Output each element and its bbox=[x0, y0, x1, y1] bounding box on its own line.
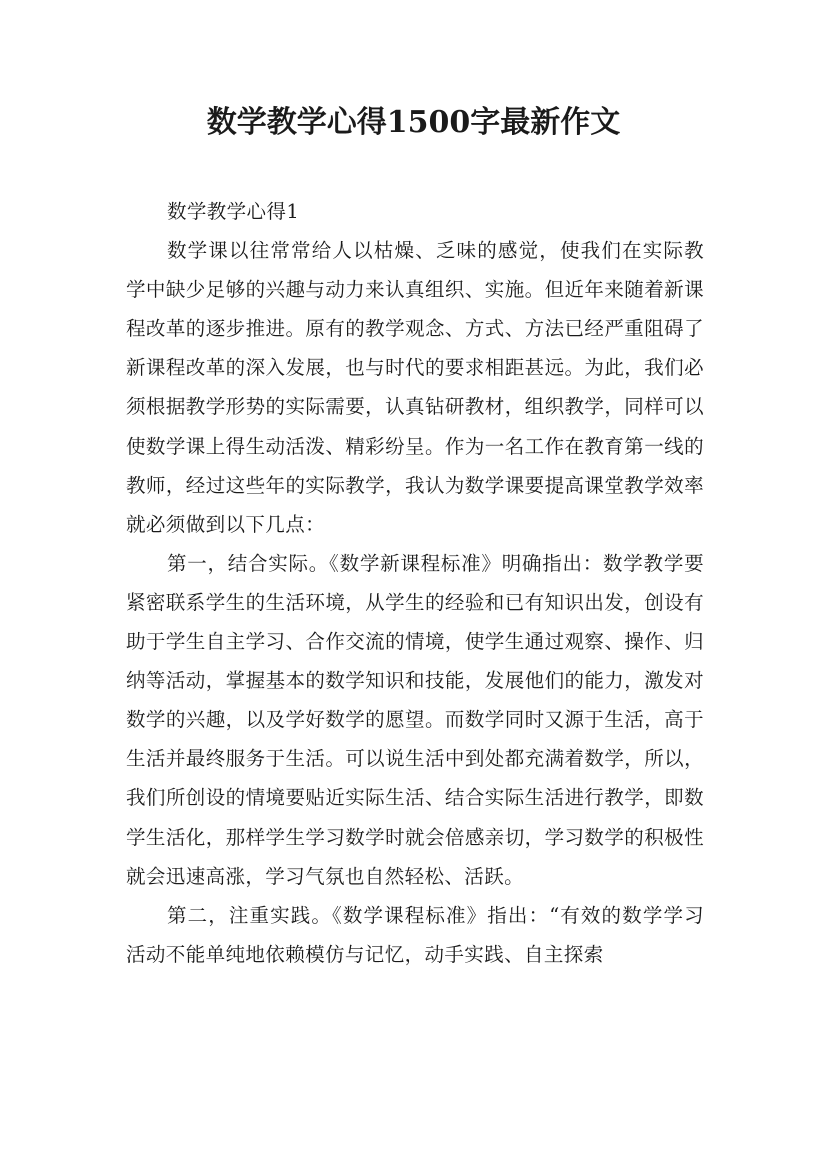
paragraph-point-two: 第二，注重实践。《数学课程标准》指出：“有效的数学学习活动不能单纯地依赖模仿与记忆，动手实践、自主探索 bbox=[126, 903, 704, 966]
paragraph-intro: 数学课以往常常给人以枯燥、乏味的感觉，使我们在实际教学中缺少足够的兴趣与动力来认真组织、实施。但近年来随着新课程改革的逐步推进。原有的教学观念、方式、方法已经严重阻碍了新课程改革的深入发展，也与时代的要求相距甚远。为此，我们必须根据教学形势的实际需要，认真钻研教材，组织教学，同样可以使数学课上得生动活泼、精彩纷呈。作为一名工作在教育第一线的教师，经过这些年的实际教学，我认为数学课要提高课堂教学效率就必须做到以下几点： bbox=[126, 239, 704, 536]
document-title: 数学教学心得1500字最新作文 bbox=[206, 105, 621, 140]
document-body bbox=[126, 192, 704, 974]
section-heading: 数学教学心得1 bbox=[166, 200, 300, 223]
paragraph-point-one: 第一，结合实际。《数学新课程标准》明确指出：数学教学要紧密联系学生的生活环境，从学生的经验和已有知识出发，创设有助于学生自主学习、合作交流的情境，使学生通过观察、操作、归纳等活动，掌握基本的数学知识和技能，发展他们的能力，激发对数学的兴趣，以及学好数学的愿望。而数学同时又源于生活，高于生活并最终服务于生活。可以说生活中到处都充满着数学，所以，我们所创设的情境要贴近实际生活、结合实际生活进行教学，即数学生活化，那样学生学习数学时就会倍感亲切，学习数学的积极性就会迅速高涨，学习气氛也自然轻松、活跃。 bbox=[126, 551, 704, 888]
